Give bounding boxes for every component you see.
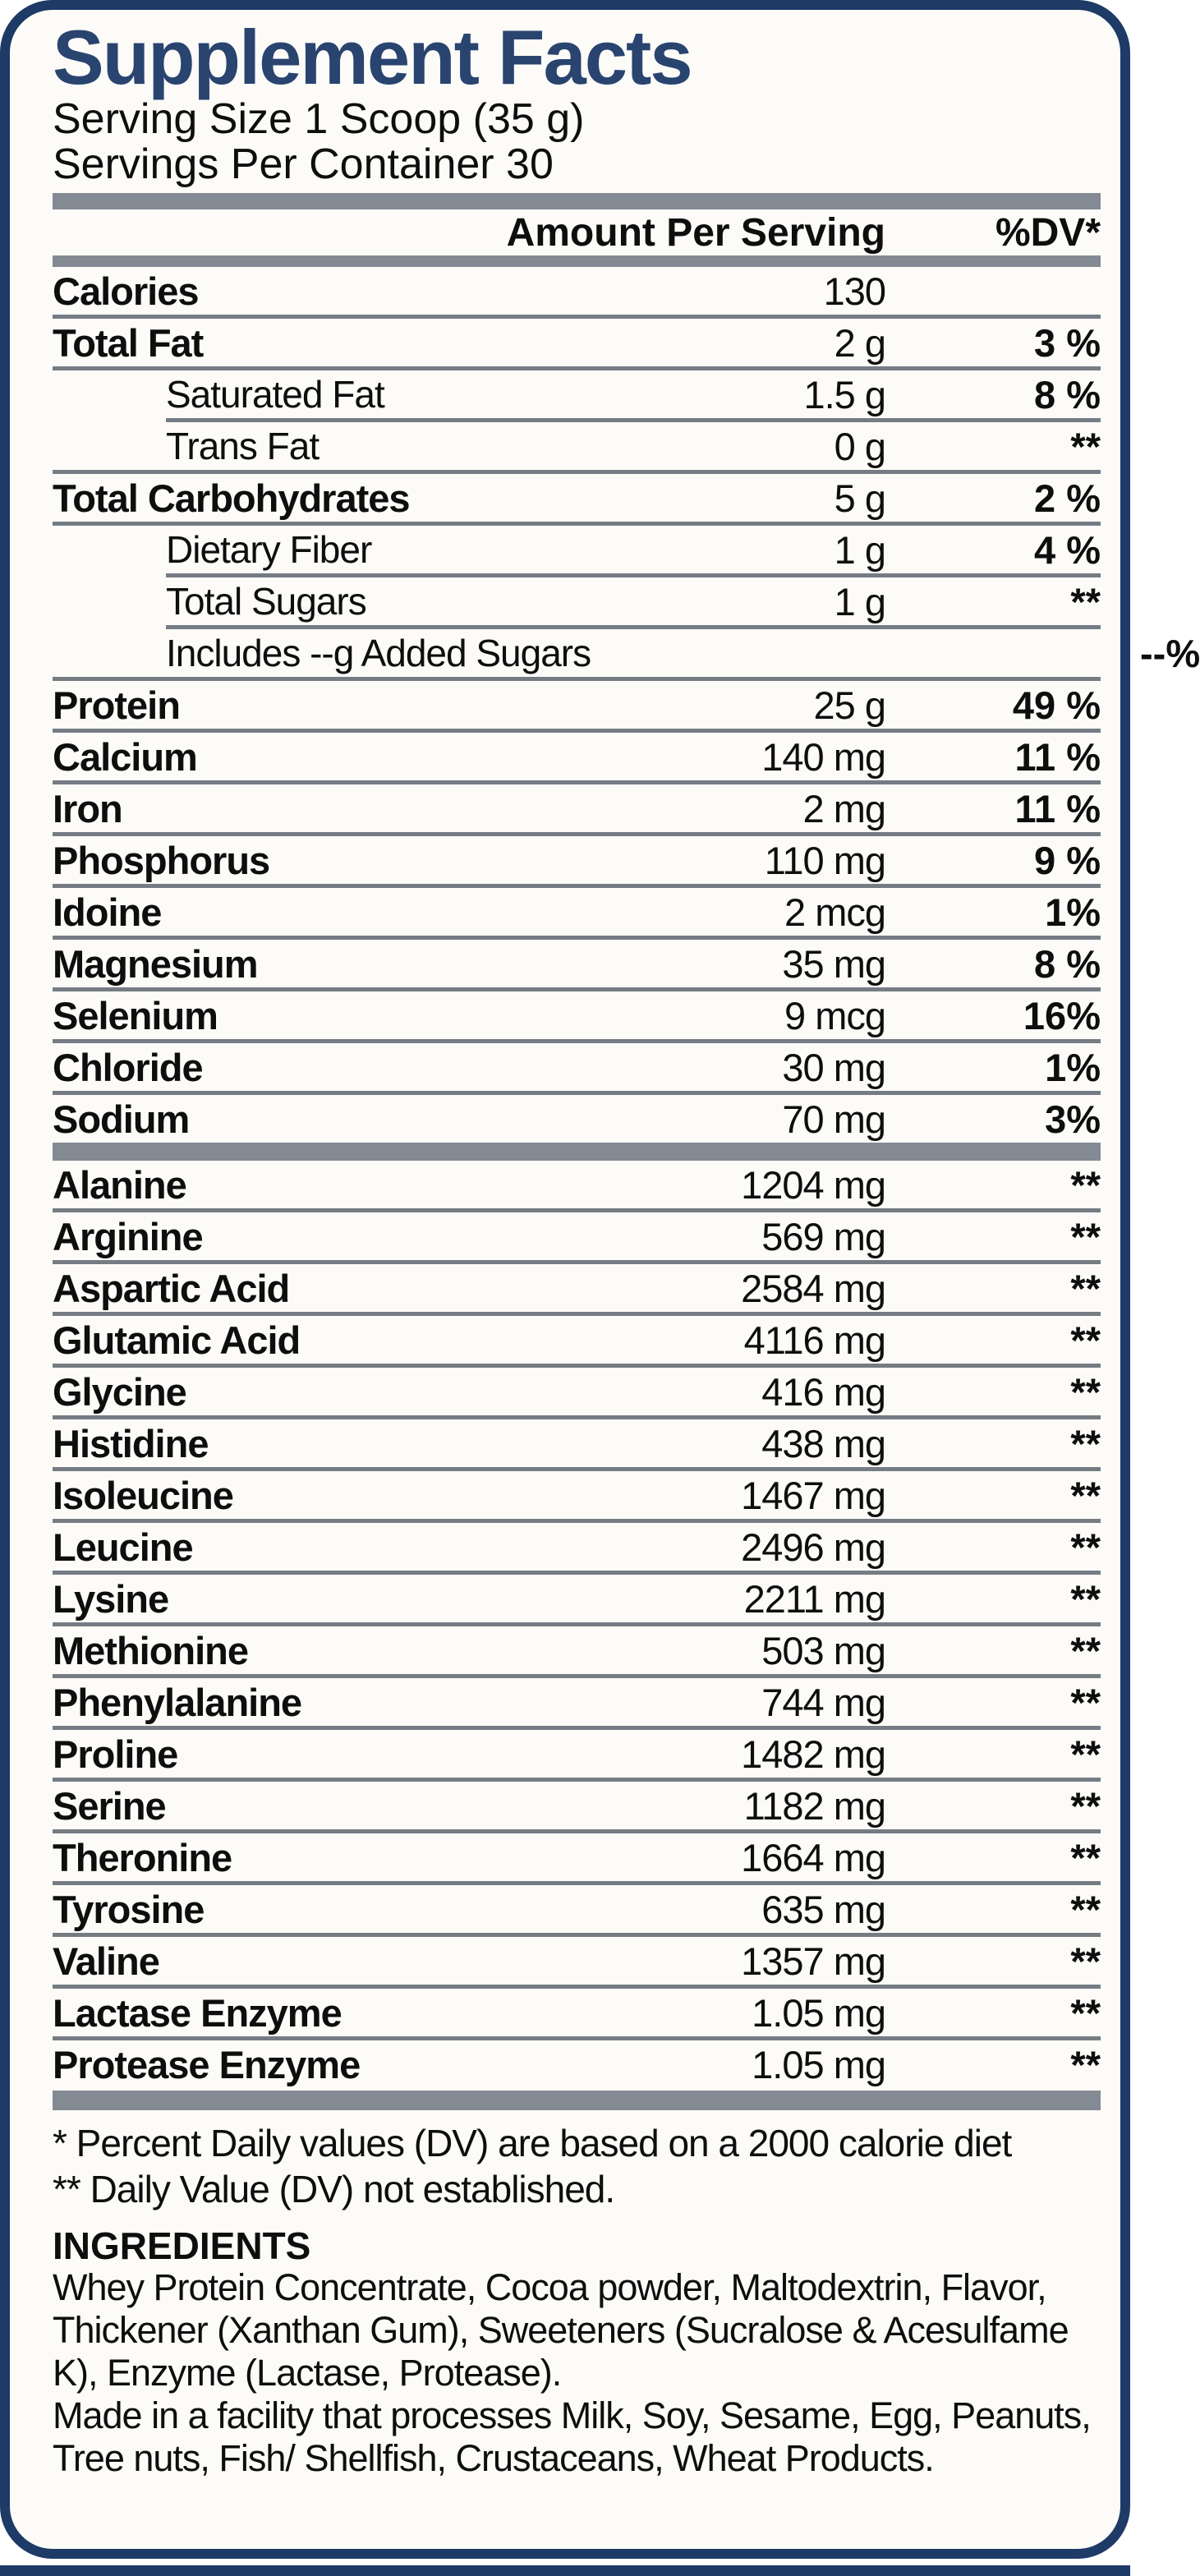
nutrient-dv: ** <box>1070 2042 1101 2086</box>
nutrient-amount: 1664 mg <box>741 1835 885 1879</box>
nutrient-amount: 2584 mg <box>741 1266 885 1310</box>
amount-column-header: Amount Per Serving <box>506 210 885 255</box>
nutrient-amount: 2 g <box>834 320 885 365</box>
nutrient-dv: ** <box>1070 1473 1101 1517</box>
table-row <box>53 1368 1101 1415</box>
table-row <box>53 1264 1101 1312</box>
nutrient-amount: 416 mg <box>761 1369 885 1414</box>
table-row <box>53 370 1101 418</box>
nutrient-amount: 503 mg <box>761 1628 885 1672</box>
nutrient-dv: ** <box>1070 1628 1101 1672</box>
nutrient-amount: 25 g <box>813 683 885 727</box>
column-header-row <box>53 209 1101 255</box>
nutrient-name: Methionine <box>53 1628 249 1672</box>
nutrient-name: Chloride <box>53 1045 203 1089</box>
table-row <box>53 267 1101 315</box>
nutrient-dv: 9 % <box>1034 838 1101 882</box>
nutrient-name: Glycine <box>53 1369 186 1414</box>
nutrient-name: Calories <box>53 269 199 313</box>
nutrient-amount: 1.05 mg <box>752 2042 885 2086</box>
amino-acid-table <box>53 1161 1101 2088</box>
nutrient-name: Theronine <box>53 1835 232 1879</box>
nutrient-name: Lysine <box>53 1576 169 1621</box>
nutrient-name: Iron <box>53 786 122 830</box>
table-row <box>53 319 1101 366</box>
nutrient-amount: 1467 mg <box>741 1473 885 1517</box>
nutrient-amount: 140 mg <box>761 734 885 779</box>
nutrient-name: Alanine <box>53 1162 186 1207</box>
nutrient-dv: ** <box>1070 424 1101 468</box>
nutrient-amount: 1204 mg <box>741 1162 885 1207</box>
footnote-percent-dv: * Percent Daily values (DV) are based on a 2000 calorie diet <box>53 2122 1012 2164</box>
nutrient-name: Valine <box>53 1939 159 1983</box>
nutrient-name: Glutamic Acid <box>53 1318 301 1362</box>
nutrient-dv: ** <box>1070 1732 1101 1776</box>
nutrient-dv: --% <box>1140 631 1200 675</box>
table-row <box>53 836 1101 884</box>
table-row <box>53 784 1101 832</box>
ingredients-text: Whey Protein Concentrate, Cocoa powder, Maltodextrin, Flavor, Thickener (Xanthan Gum), Sweeteners (Sucralose & Acesulfame K), Enzyme (Lactase, Protease). <box>53 2266 1069 2394</box>
servings-per-container-text: Servings Per Container 30 <box>53 140 554 188</box>
nutrient-name: Aspartic Acid <box>53 1266 290 1310</box>
nutrient-dv: 1% <box>1045 890 1101 934</box>
dv-column-header: %DV* <box>995 210 1101 255</box>
nutrient-name: Selenium <box>53 993 218 1037</box>
nutrient-name: Saturated Fat <box>166 373 384 416</box>
table-row <box>53 1523 1101 1571</box>
table-row <box>53 422 1101 470</box>
nutrient-dv: ** <box>1070 1266 1101 1310</box>
nutrient-name: Proline <box>53 1732 178 1776</box>
nutrient-dv: ** <box>1070 1783 1101 1828</box>
nutrient-dv: ** <box>1070 1214 1101 1258</box>
nutrient-amount: 1.5 g <box>803 372 885 416</box>
nutrient-name: Total Sugars <box>166 580 366 623</box>
table-row <box>53 1626 1101 1674</box>
nutrient-dv: 1% <box>1045 1045 1101 1089</box>
nutrient-amount: 569 mg <box>761 1214 885 1258</box>
table-row <box>53 1885 1101 1933</box>
table-row <box>53 1782 1101 1829</box>
nutrient-amount: 30 mg <box>782 1045 885 1089</box>
section-divider-bar <box>53 1143 1101 1161</box>
nutrient-name: Tyrosine <box>53 1887 205 1931</box>
nutrient-dv: 8 % <box>1034 941 1101 986</box>
nutrient-name: Idoine <box>53 890 162 934</box>
table-row <box>53 1043 1101 1091</box>
section-divider-bar <box>53 2091 1101 2110</box>
nutrient-amount: 2211 mg <box>743 1576 885 1621</box>
label-title: Supplement Facts <box>53 14 692 100</box>
nutrient-name: Dietary Fiber <box>166 528 372 571</box>
section-divider-bar <box>53 255 1101 267</box>
section-divider-bar <box>53 193 1101 209</box>
table-row <box>53 1678 1101 1726</box>
nutrient-amount: 1482 mg <box>741 1732 885 1776</box>
nutrient-name: Phosphorus <box>53 838 270 882</box>
table-row <box>53 2040 1101 2088</box>
nutrient-name: Includes --g Added Sugars <box>166 632 591 674</box>
table-row <box>53 888 1101 936</box>
nutrient-dv: ** <box>1070 1162 1101 1207</box>
nutrient-dv: 49 % <box>1012 683 1101 727</box>
nutrient-name: Protease Enzyme <box>53 2042 361 2086</box>
nutrient-amount: 5 g <box>834 476 885 520</box>
table-row <box>53 1161 1101 1208</box>
ingredients-heading: INGREDIENTS <box>53 2224 311 2267</box>
nutrient-amount: 4116 mg <box>743 1318 885 1362</box>
nutrient-amount: 0 g <box>834 424 885 468</box>
table-row <box>53 1316 1101 1364</box>
nutrient-table <box>53 267 1200 1143</box>
bottom-edge-strip <box>0 2565 1130 2576</box>
table-row <box>53 681 1101 729</box>
nutrient-name: Phenylalanine <box>53 1680 302 1724</box>
nutrient-dv: ** <box>1070 1369 1101 1414</box>
nutrient-dv: 4 % <box>1034 527 1101 572</box>
nutrient-amount: 1 g <box>834 527 885 572</box>
nutrient-dv: ** <box>1070 1576 1101 1621</box>
footnote-not-established: ** Daily Value (DV) not established. <box>53 2168 615 2210</box>
nutrient-amount: 438 mg <box>761 1421 885 1465</box>
nutrient-dv: ** <box>1070 579 1101 623</box>
nutrient-name: Arginine <box>53 1214 203 1258</box>
table-row <box>53 1937 1101 1985</box>
allergen-statement-text: Made in a facility that processes Milk, Soy, Sesame, Egg, Peanuts, Tree nuts, Fish/ Shellfish, Crustaceans, Wheat Products. <box>53 2394 1091 2479</box>
nutrient-amount: 2 mg <box>802 786 885 830</box>
nutrient-amount: 110 mg <box>764 838 885 882</box>
table-row <box>53 577 1101 625</box>
nutrient-name: Leucine <box>53 1525 193 1569</box>
nutrient-dv: 11 % <box>1014 734 1101 779</box>
nutrient-name: Trans Fat <box>166 425 320 467</box>
nutrient-dv: 3 % <box>1034 320 1101 365</box>
nutrient-dv: ** <box>1070 1939 1101 1983</box>
nutrient-name: Protein <box>53 683 180 727</box>
table-row <box>53 526 1101 573</box>
serving-size-text: Serving Size 1 Scoop (35 g) <box>53 95 585 143</box>
nutrient-dv: ** <box>1070 1318 1101 1362</box>
nutrient-amount: 1182 mg <box>743 1783 885 1828</box>
nutrient-amount: 1357 mg <box>741 1939 885 1983</box>
nutrient-dv: ** <box>1070 1525 1101 1569</box>
nutrient-dv: 3% <box>1045 1097 1101 1141</box>
nutrient-amount: 635 mg <box>761 1887 885 1931</box>
nutrient-dv: 8 % <box>1034 372 1101 416</box>
table-row <box>53 1730 1101 1778</box>
nutrient-name: Magnesium <box>53 941 258 986</box>
nutrient-amount: 2 mcg <box>784 890 885 934</box>
nutrient-name: Total Carbohydrates <box>53 476 410 520</box>
nutrient-name: Lactase Enzyme <box>53 1990 342 2035</box>
nutrient-dv: ** <box>1070 1990 1101 2035</box>
nutrient-dv: ** <box>1070 1887 1101 1931</box>
table-row <box>53 1419 1101 1467</box>
nutrient-amount: 70 mg <box>782 1097 885 1141</box>
nutrient-name: Calcium <box>53 734 197 779</box>
nutrient-dv: 16% <box>1023 993 1101 1037</box>
nutrient-name: Total Fat <box>53 320 204 365</box>
nutrient-dv: 2 % <box>1034 476 1101 520</box>
table-row <box>53 629 1200 677</box>
nutrient-amount: 1 g <box>834 579 885 623</box>
nutrient-amount: 2496 mg <box>741 1525 885 1569</box>
table-row <box>53 1212 1101 1260</box>
nutrient-name: Serine <box>53 1783 166 1828</box>
nutrient-name: Histidine <box>53 1421 209 1465</box>
table-row <box>53 1833 1101 1881</box>
table-row <box>53 1471 1101 1519</box>
table-row <box>53 1575 1101 1622</box>
nutrient-dv: 11 % <box>1014 786 1101 830</box>
table-row <box>53 1989 1101 2036</box>
nutrient-name: Sodium <box>53 1097 190 1141</box>
table-row <box>53 474 1101 522</box>
nutrient-amount: 35 mg <box>782 941 885 986</box>
nutrient-name: Isoleucine <box>53 1473 233 1517</box>
nutrient-amount: 744 mg <box>761 1680 885 1724</box>
table-row <box>53 733 1101 780</box>
nutrient-amount: 9 mcg <box>784 993 885 1037</box>
nutrient-dv: ** <box>1070 1835 1101 1879</box>
nutrient-dv: ** <box>1070 1680 1101 1724</box>
table-row <box>53 940 1101 987</box>
nutrient-amount: 1.05 mg <box>752 1990 885 2035</box>
nutrient-dv: ** <box>1070 1421 1101 1465</box>
table-row <box>53 991 1101 1039</box>
nutrient-amount: 130 <box>823 269 885 313</box>
table-row <box>53 1095 1101 1143</box>
